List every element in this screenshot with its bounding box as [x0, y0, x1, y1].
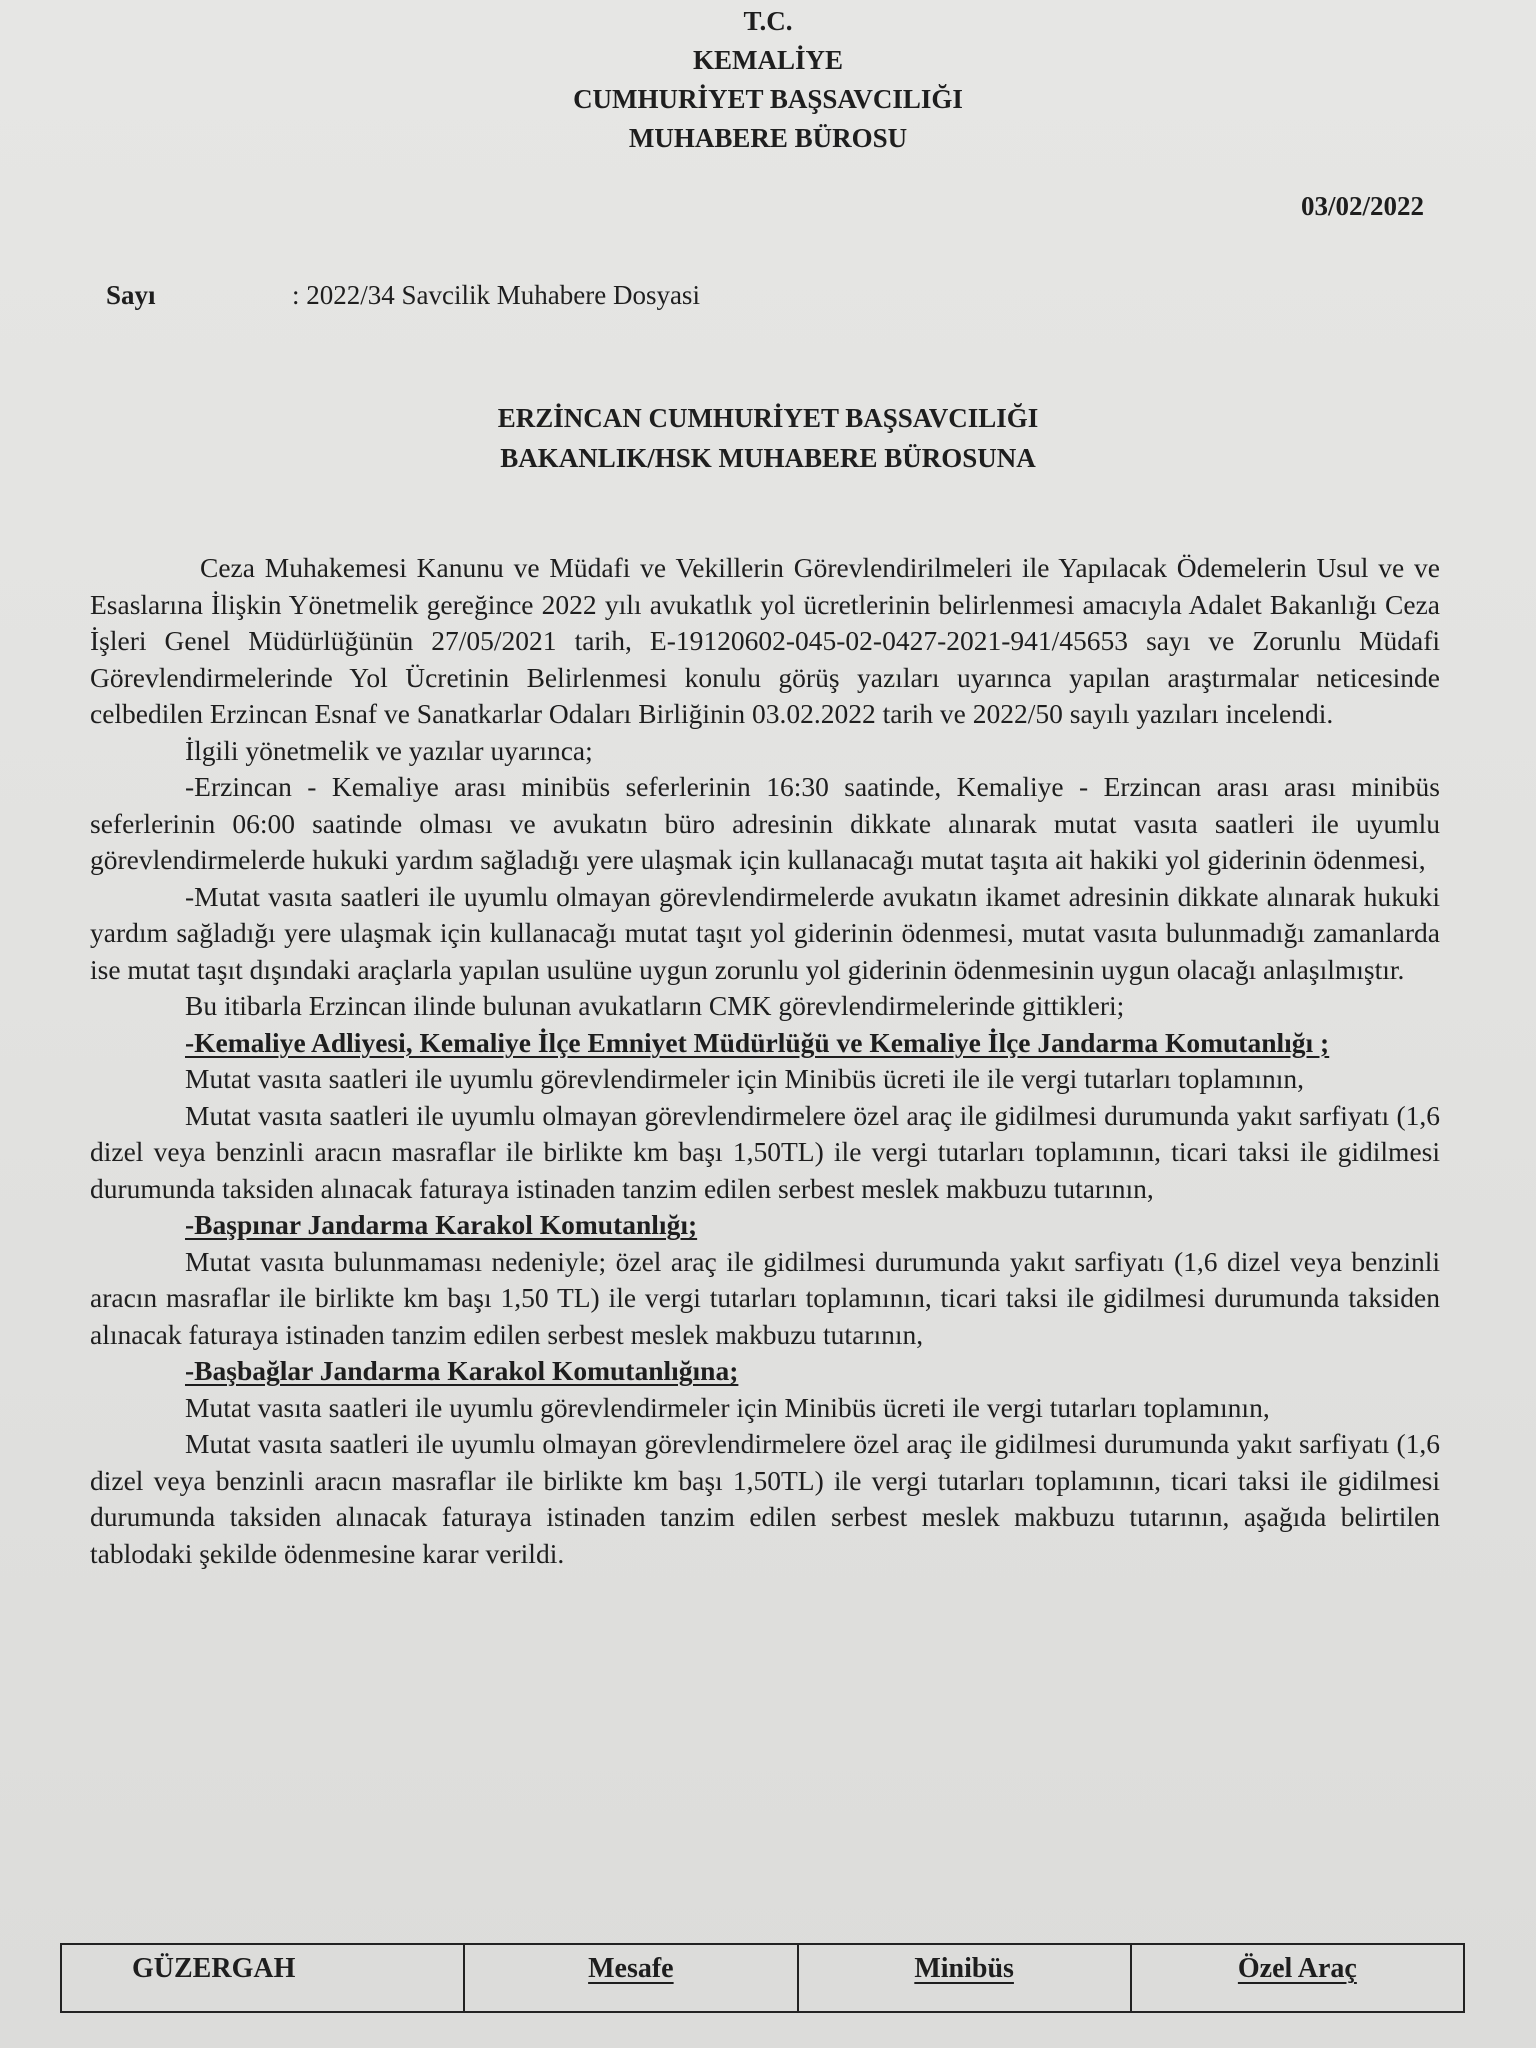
- heading-basbaglar: [90, 1353, 1440, 1390]
- paragraph-kemaliye-private-car: Mutat vasıta saatleri ile uyumlu olmayan görevlendirmelere özel araç ile gidilmesi durumunda yakıt sarfiyatı (1,6 dizel veya benzinli aracın masraflar ile birlikte km başı 1,50TL) ile vergi tutarları toplamının, ticari taksi ile gidilmesi durumunda taksiden alınacak faturaya istinaden tanzim edilen serbest meslek makbuzu tutarının,: [90, 1099, 1440, 1204]
- paragraph-basbaglar-private-car: Mutat vasıta saatleri ile uyumlu olmayan görevlendirmelere özel araç ile gidilmesi durumunda yakıt sarfiyatı (1,6 dizel veya benzinli aracın masraflar ile birlikte km başı 1,50TL) ile vergi tutarları toplamının, ticari taksi ile gidilmesi durumunda taksiden alınacak faturaya istinaden tanzim edilen serbest meslek makbuzu tutarının, aşağıda belirtilen tablodaki şekilde ödenmesine karar verildi.: [90, 1428, 1440, 1569]
- heading-kemaliye-text: -Kemaliye Adliyesi, Kemaliye İlçe Emniyet Müdürlüğü ve Kemaliye İlçe Jandarma Komutanlığı ;: [185, 1026, 1330, 1058]
- header-line-office: CUMHURİYET BAŞSAVCILIĞI: [573, 84, 963, 114]
- paragraph-regulation: İlgili yönetmelik ve yazılar uyarınca;: [185, 734, 593, 766]
- header-line-tc: T.C.: [743, 6, 793, 36]
- document-header: [0, 2, 1536, 158]
- document-date: 03/02/2022: [1300, 191, 1424, 221]
- heading-basbaglar-text: -Başbağlar Jandarma Karakol Komutanlığına;: [185, 1355, 739, 1386]
- recipient-line-2: BAKANLIK/HSK MUHABERE BÜROSUNA: [500, 443, 1036, 473]
- table-header-route: GÜZERGAH: [62, 1945, 465, 2011]
- recipient-block: [0, 398, 1536, 478]
- header-line-bureau: MUHABERE BÜROSU: [628, 123, 908, 153]
- document-body: [90, 550, 1440, 1572]
- table-header-minibus: Minibüs: [799, 1945, 1132, 2011]
- header-line-city: KEMALİYE: [692, 45, 844, 75]
- sayi-label: Sayı: [106, 280, 156, 310]
- heading-kemaliye-adliyesi: [90, 1025, 1440, 1062]
- paragraph-kemaliye-minibus: Mutat vasıta saatleri ile uyumlu görevlendirmeler için Minibüs ücreti ile ile vergi tutarları toplamının,: [185, 1063, 1305, 1094]
- fee-table-header: [60, 1943, 1465, 2013]
- recipient-line-1: ERZİNCAN CUMHURİYET BAŞSAVCILIĞI: [497, 403, 1039, 433]
- paragraph-baspinar: Mutat vasıta bulunmaması nedeniyle; özel araç ile gidilmesi durumunda yakıt sarfiyatı (1,6 dizel veya benzinli aracın masraflar ile birlikte km başı 1,50 TL) ile vergi tutarları toplamının, ticari taksi ile gidilmesi durumunda taksiden alınacak faturaya istinaden tanzim edilen serbest meslek makbuzu tutarının,: [90, 1245, 1440, 1350]
- table-header-private-car: Özel Araç: [1237, 1953, 1357, 1984]
- paragraph-therefore: Bu itibarla Erzincan ilinde bulunan avukatların CMK görevlendirmelerinde gittikleri;: [185, 990, 1125, 1021]
- paragraph-nonmatching-schedule: -Mutat vasıta saatleri ile uyumlu olmayan görevlendirmelerde avukatın ikamet adresinin dikkate alınarak hukuki yardım sağladığı yere ulaşmak için kullanacağı mutat taşıt yol giderinin ödenmesi, mutat vasıta bulunmadığı zamanlarda ise mutat taşıt dışındaki araçlarla yapılan usulüne uygun zorunlu yol giderinin ödenmesinin uygun olacağı anlaşılmıştır.: [90, 880, 1440, 985]
- heading-baspinar: [90, 1207, 1440, 1244]
- sayi-value: : 2022/34 Savcilik Muhabere Dosyasi: [292, 280, 700, 310]
- paragraph-minibus-schedule: -Erzincan - Kemaliye arası minibüs seferlerinin 16:30 saatinde, Kemaliye - Erzincan arası arası minibüs seferlerinin 06:00 saatinde olması ve avukatın büro adresinin dikkate alınarak mutat vasıta saatleri ile uyumlu görevlendirmelerde hukuki yardım sağladığı yere ulaşmak için kullanacağı mutat taşıta ait hakiki yol giderinin ödenmesi,: [90, 771, 1440, 875]
- table-header-distance: Mesafe: [465, 1945, 798, 2011]
- paragraph-intro: Ceza Muhakemesi Kanunu ve Müdafi ve Vekillerin Görevlendirilmeleri ile Yapılacak Ödemelerin Usul ve ve Esaslarına İlişkin Yönetmelik gereğince 2022 yılı avukatlık yol ücretlerinin belirlenmesi amacıyla Adalet Bakanlığı Ceza İşleri Genel Müdürlüğünün 27/05/2021 tarih, E-19120602-045-02-0427-2021-941/45653 sayı ve Zorunlu Müdafi Görevlendirmelerinde Yol Ücretinin Belirlenmesi konulu görüş yazıları uyarınca yapılan araştırmalar neticesinde celbedilen Erzincan Esnaf ve Sanatkarlar Odaları Birliğinin 03.02.2022 tarih ve 2022/50 sayılı yazıları incelendi.: [90, 552, 1440, 729]
- heading-baspinar-text: -Başpınar Jandarma Karakol Komutanlığı;: [185, 1209, 698, 1240]
- paragraph-basbaglar-minibus: Mutat vasıta saatleri ile uyumlu görevlendirmeler için Minibüs ücreti ile vergi tutarları toplamının,: [185, 1391, 1270, 1423]
